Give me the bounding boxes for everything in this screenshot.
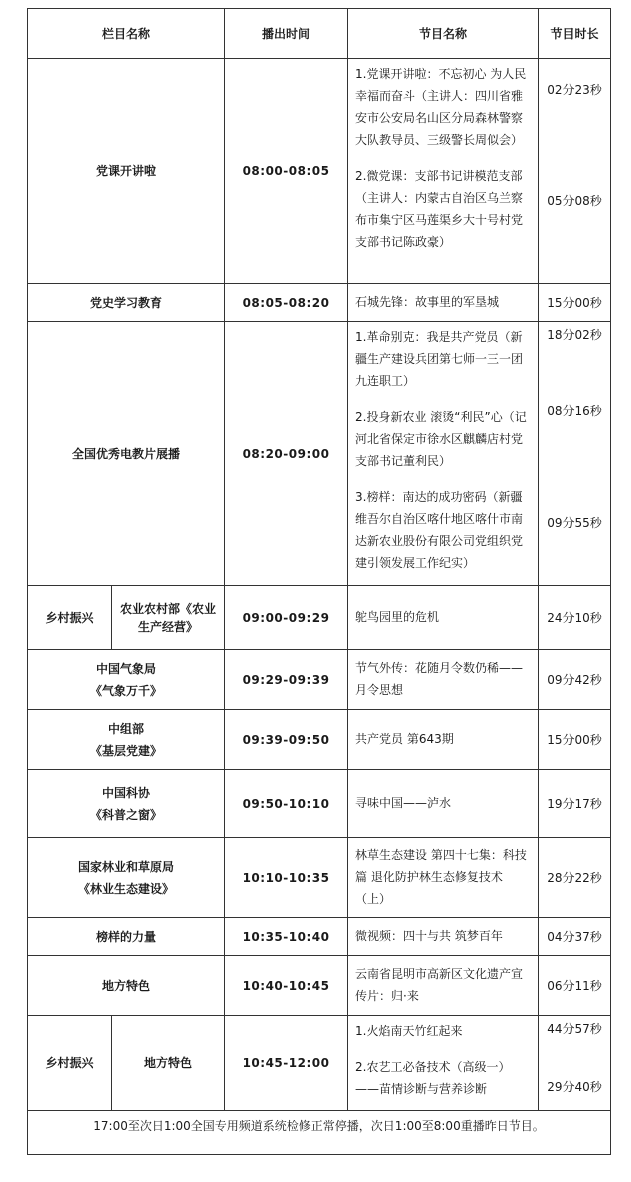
program-item: 节气外传：花随月令数仍稀——月令思想 [355, 660, 524, 697]
column-name-line: 国家林业和草原局 [78, 859, 175, 874]
duration-cell [539, 322, 611, 586]
column-name [28, 838, 225, 918]
duration: 05分08秒 [547, 194, 602, 208]
program-item: 2.投身新农业 滚烫“利民”心（记河北省保定市徐水区麒麟店村党支部书记董利民） [355, 410, 527, 468]
program-cell [348, 918, 539, 956]
spacer [355, 1042, 530, 1056]
program-cell [348, 770, 539, 838]
table-row [28, 284, 611, 322]
duration: 15分00秒 [539, 284, 611, 322]
table-row [28, 956, 611, 1016]
column-name [28, 650, 225, 710]
column-name [28, 710, 225, 770]
column-name-line: 中国科协 [102, 785, 151, 800]
program-cell [348, 284, 539, 322]
spacer [355, 472, 530, 486]
column-name-line: 《林业生态建设》 [78, 881, 175, 896]
table-row [28, 586, 611, 650]
table-row [28, 650, 611, 710]
broadcast-time: 09:50-10:10 [225, 770, 348, 838]
column-name [28, 770, 225, 838]
program-cell [348, 59, 539, 284]
table-row [28, 322, 611, 586]
table-row [28, 710, 611, 770]
spacer [355, 151, 530, 165]
column-category: 乡村振兴 [28, 1016, 112, 1111]
broadcast-time: 08:00-08:05 [225, 59, 348, 284]
program-item: 1.火焰南天竹红起来 [355, 1024, 463, 1038]
duration: 02分23秒 [547, 83, 602, 97]
broadcast-time: 10:10-10:35 [225, 838, 348, 918]
program-item: 寻味中国——泸水 [355, 795, 452, 810]
column-category: 乡村振兴 [28, 586, 112, 650]
program-cell [348, 1016, 539, 1111]
column-name: 党课开讲啦 [28, 59, 225, 284]
duration: 15分00秒 [539, 710, 611, 770]
column-name: 地方特色 [112, 1016, 225, 1111]
program-item: 1.党课开讲啦：不忘初心 为人民幸福而奋斗（主讲人：四川省雅安市公安局名山区分局森林警察大队教导员、三级警长周似会） [355, 67, 527, 147]
header-row [28, 9, 611, 59]
program-item: 林草生态建设 第四十七集：科技篇 退化防护林生态修复技术（上） [355, 847, 527, 906]
duration-cell [539, 1016, 611, 1111]
column-name: 全国优秀电教片展播 [28, 322, 225, 586]
duration: 44分57秒 [547, 1022, 602, 1036]
column-name-line: 中国气象局 [96, 661, 157, 676]
broadcast-time: 08:20-09:00 [225, 322, 348, 586]
column-name-line: 《科普之窗》 [90, 807, 163, 822]
column-name: 地方特色 [28, 956, 225, 1016]
duration: 06分11秒 [539, 956, 611, 1016]
header-broadcast-time: 播出时间 [225, 9, 348, 59]
broadcast-time: 08:05-08:20 [225, 284, 348, 322]
program-cell [348, 322, 539, 586]
broadcast-time: 10:45-12:00 [225, 1016, 348, 1111]
table-row [28, 838, 611, 918]
column-name: 榜样的力量 [28, 918, 225, 956]
duration-cell [539, 59, 611, 284]
broadcast-time: 10:35-10:40 [225, 918, 348, 956]
duration: 24分10秒 [539, 586, 611, 650]
program-item: 2.微党课：支部书记讲模范支部（主讲人：内蒙古自治区乌兰察布市集宁区马莲渠乡大十号村党支部书记陈政豪） [355, 169, 524, 249]
table-row [28, 1016, 611, 1111]
header-program-name: 节目名称 [348, 9, 539, 59]
footer-note: 17:00至次日1:00全国专用频道系统检修正常停播，次日1:00至8:00重播昨日节目。 [28, 1111, 611, 1155]
duration: 04分37秒 [539, 918, 611, 956]
program-cell [348, 650, 539, 710]
program-item: 微视频：四十与共 筑梦百年 [355, 928, 503, 943]
column-name: 农业农村部《农业生产经营》 [112, 586, 225, 650]
duration: 08分16秒 [547, 404, 602, 418]
duration: 09分55秒 [547, 516, 602, 530]
program-item: 2.农艺工必备技术（高级一）——苗情诊断与营养诊断 [355, 1060, 511, 1096]
program-item: 共产党员 第643期 [355, 731, 454, 746]
program-cell [348, 710, 539, 770]
table-row [28, 770, 611, 838]
program-cell [348, 838, 539, 918]
broadcast-time: 09:29-09:39 [225, 650, 348, 710]
column-name-line: 《基层党建》 [90, 743, 163, 758]
program-item: 鸵鸟园里的危机 [355, 609, 440, 624]
duration: 09分42秒 [539, 650, 611, 710]
program-item: 3.榜样：南达的成功密码（新疆维吾尔自治区喀什地区喀什市南达新农业股份有限公司党组织党建引领发展工作纪实） [355, 490, 524, 570]
header-duration: 节目时长 [539, 9, 611, 59]
program-cell [348, 586, 539, 650]
column-name: 党史学习教育 [28, 284, 225, 322]
column-name-line: 《气象万千》 [90, 683, 163, 698]
program-item: 石城先锋：故事里的军垦城 [355, 294, 500, 309]
spacer [355, 392, 530, 406]
table-row [28, 918, 611, 956]
program-schedule-table [27, 8, 611, 1155]
duration: 29分40秒 [547, 1080, 602, 1094]
duration: 28分22秒 [539, 838, 611, 918]
broadcast-time: 09:39-09:50 [225, 710, 348, 770]
broadcast-time: 10:40-10:45 [225, 956, 348, 1016]
program-item: 1.革命别克：我是共产党员（新疆生产建设兵团第七师一三一团九连职工） [355, 330, 524, 388]
duration: 19分17秒 [539, 770, 611, 838]
table-row [28, 59, 611, 284]
broadcast-time: 09:00-09:29 [225, 586, 348, 650]
program-item: 云南省昆明市高新区文化遗产宣传片：归·来 [355, 966, 524, 1003]
header-column-name: 栏目名称 [28, 9, 225, 59]
program-cell [348, 956, 539, 1016]
column-name-line: 中组部 [108, 721, 145, 736]
duration: 18分02秒 [547, 328, 602, 342]
footer-row [28, 1111, 611, 1155]
